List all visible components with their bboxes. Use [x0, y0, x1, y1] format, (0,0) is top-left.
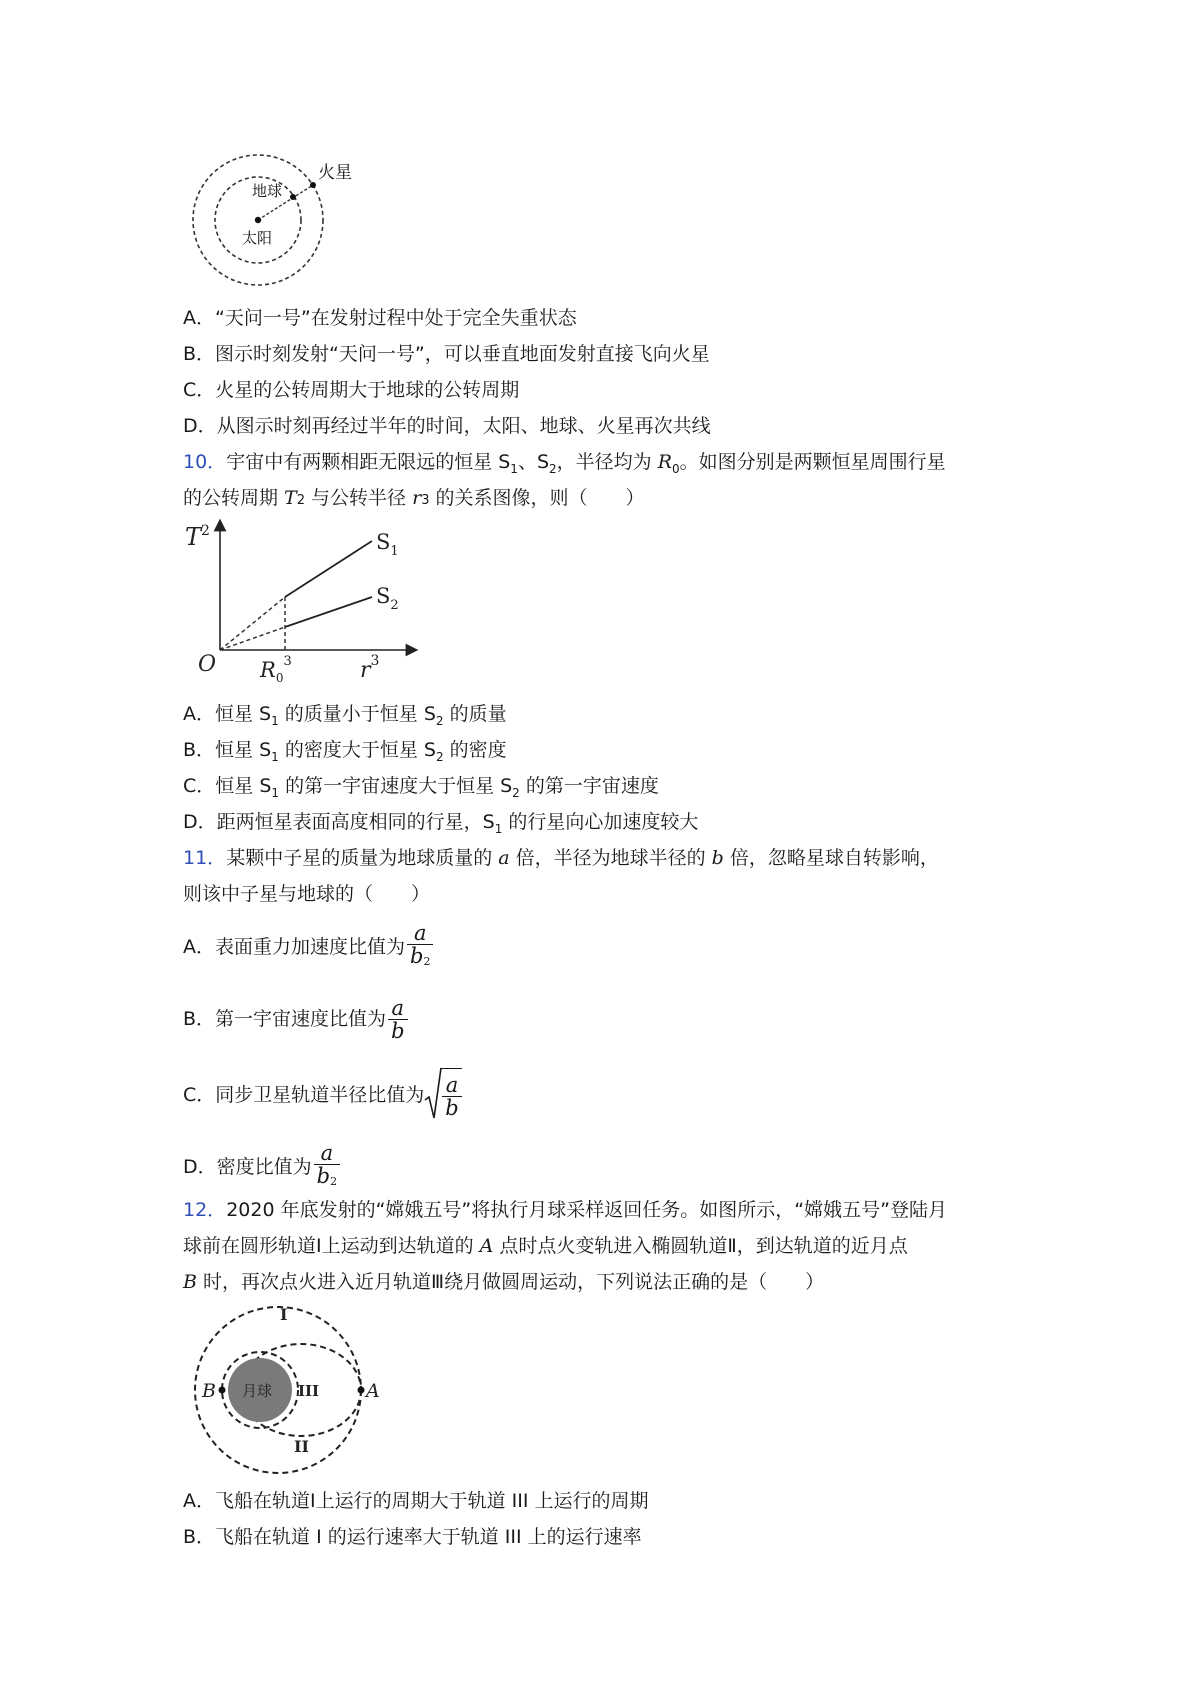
q10-graph [180, 515, 420, 690]
r0-label: $R_0^3$ [260, 654, 292, 685]
sun-label: 太阳 [242, 229, 273, 247]
fraction: $\frac{a}{b^2}$ [407, 922, 433, 973]
q12-option-b: B．飞船在轨道 I 的运行速率大于轨道 III 上的运行速率 [183, 1526, 642, 1548]
orbit-i-label: I [280, 1305, 288, 1324]
q11-option-a: A．表面重力加速度比值为 $\frac{a}{b^2}$ [183, 922, 433, 973]
q9-option-b: B．图示时刻发射“天问一号”，可以垂直地面发射直接飞向火星 [183, 343, 710, 365]
fraction: $\frac{a}{b}$ [442, 1074, 461, 1119]
s1-line [285, 541, 372, 597]
s2-line [285, 597, 372, 627]
q10-option-d: D．距两恒星表面高度相同的行星，$S_1$ 的行星向心加速度较大 [183, 811, 699, 836]
earth-dot [290, 194, 296, 200]
mars-orbit-figure [190, 150, 370, 290]
x-axis-label: $r^3$ [360, 653, 380, 683]
point-b-dot [219, 1387, 226, 1394]
q10-option-c: C．恒星 $S_1$ 的第一宇宙速度大于恒星 $S_2$ 的第一宇宙速度 [183, 775, 659, 800]
y-axis-label: $T^2$ [185, 523, 210, 551]
s2-dashed [220, 627, 285, 650]
q9-option-c: C．火星的公转周期大于地球的公转周期 [183, 379, 520, 401]
s2-label: $S_2$ [376, 584, 399, 613]
s1-label: $S_1$ [376, 530, 399, 559]
q10-option-b: B．恒星 $S_1$ 的密度大于恒星 $S_2$ 的密度 [183, 739, 507, 764]
fraction: $\frac{a}{b}$ [388, 997, 407, 1042]
q11-stem-line1: 11．某颗中子星的质量为地球质量的 a 倍，半径为地球半径的 b 倍，忽略星球自转影响， [183, 847, 939, 869]
question-number: 11． [183, 847, 227, 869]
orbit-ii-label: II [294, 1437, 309, 1456]
q9-option-d: D．从图示时刻再经过半年的时间，太阳、地球、火星再次共线 [183, 415, 711, 437]
sun-dot [255, 217, 261, 223]
earth-label: 地球 [252, 182, 283, 200]
mars-dot [310, 182, 316, 188]
moon-label: 月球 [242, 1382, 273, 1400]
mars-label: 火星 [318, 163, 352, 183]
question-number: 12． [183, 1199, 227, 1221]
fraction: $\frac{a}{b^2}$ [314, 1142, 340, 1193]
q12-stem-line1: 12．2020 年底发射的“嫦娥五号”将执行月球采样返回任务。如图所示，“嫦娥五号”登陆月 [183, 1199, 947, 1221]
lunar-orbit-figure [180, 1300, 380, 1480]
q10-stem-line1: 10．宇宙中有两颗相距无限远的恒星 $S_1$、$S_2$，半径均为 $R_0$。如图分别是两颗恒星周围行星 [183, 451, 946, 476]
q11-stem-line2: 则该中子星与地球的（ ） [183, 883, 431, 905]
q11-option-d: D．密度比值为 $\frac{a}{b^2}$ [183, 1142, 340, 1193]
q9-option-a: A．“天问一号”在发射过程中处于完全失重状态 [183, 307, 577, 329]
q10-stem-line2: 的公转周期 T2 与公转半径 r3 的关系图像，则（ ） [183, 487, 645, 509]
q11-option-b: B．第一宇宙速度比值为 $\frac{a}{b}$ [183, 994, 408, 1044]
q10-option-a: A．恒星 $S_1$ 的质量小于恒星 $S_2$ 的质量 [183, 703, 507, 728]
q11-option-c: C．同步卫星轨道半径比值为 $\frac{a}{b}$ [183, 1068, 462, 1123]
q12-stem-line3: B 时，再次点火进入近月轨道Ⅲ绕月做圆周运动，下列说法正确的是（ ） [183, 1271, 825, 1293]
orbit-iii-label: III [298, 1382, 320, 1400]
question-number: 10． [183, 451, 227, 473]
q12-option-a: A．飞船在轨道Ⅰ上运行的周期大于轨道 III 上运行的周期 [183, 1490, 649, 1512]
point-a-label: A [366, 1380, 380, 1402]
q12-stem-line2: 球前在圆形轨道Ⅰ上运动到达轨道的 A 点时点火变轨进入椭圆轨道Ⅱ，到达轨道的近月点 [183, 1235, 908, 1257]
origin-label: O [198, 652, 217, 677]
point-a-dot [358, 1387, 365, 1394]
square-root [424, 1068, 461, 1123]
s1-dashed [220, 597, 285, 650]
point-b-label: B [202, 1380, 216, 1402]
